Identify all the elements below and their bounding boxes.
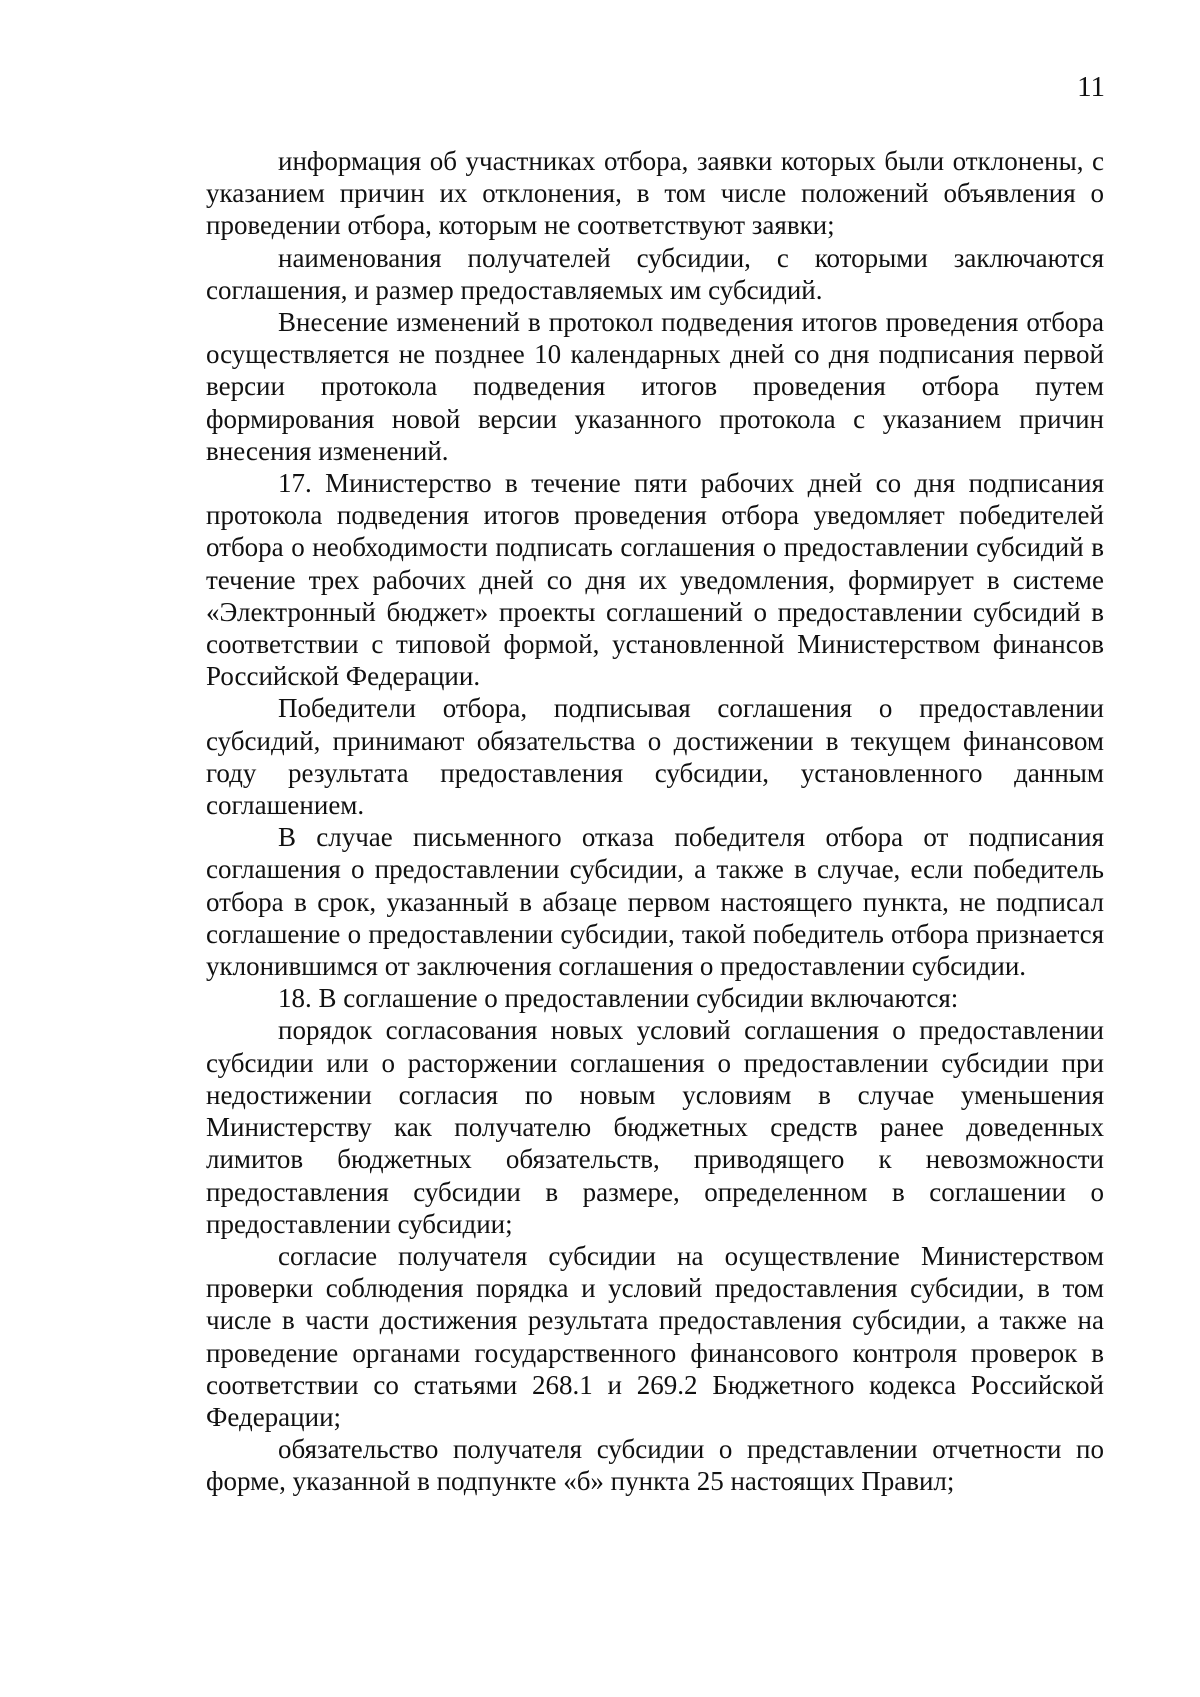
paragraph-new-conditions-procedure: порядок согласования новых условий соглашения о предоставлении субсидии или о расторжении соглашения о предоставлении субсидии при недостижении согласия по новым условиям в случае уменьшения Министерству как получателю бюджетных средств ранее доведенных лимитов бюджетных обязательств, приводящего к невозможности предоставления субсидии в размере, определенном в соглашении о предоставлении субсидии; (206, 1015, 1104, 1239)
paragraph-protocol-changes: Внесение изменений в протокол подведения итогов проведения отбора осуществляется не позднее 10 календарных дней со дня подписания первой версии протокола подведения итогов проведения отбора путем формирования новой версии указанного протокола с указанием причин внесения изменений. (206, 307, 1104, 466)
paragraph-recipient-consent: согласие получателя субсидии на осуществление Министерством проверки соблюдения порядка и условий предоставления субсидии, в том числе в части достижения результата предоставления субсидии, а также на проведение органами государственного финансового контроля проверок в соответствии со статьями 268.1 и 269.2 Бюджетного кодекса Российской Федерации; (206, 1240, 1104, 1432)
paragraph-winners-obligations: Победители отбора, подписывая соглашения о предоставлении субсидий, принимают обязательства о достижении в текущем финансовом году результата предоставления субсидии, установленного данным соглашением. (206, 693, 1104, 821)
document-body (206, 145, 1104, 1498)
paragraph-reporting-obligation: обязательство получателя субсидии о представлении отчетности по форме, указанной в подпункте «б» пункта 25 настоящих Правил; (206, 1434, 1104, 1497)
paragraph-clause-17: 17. Министерство в течение пяти рабочих дней со дня подписания протокола подведения итогов проведения отбора уведомляет победителей отбора о необходимости подписать соглашения о предоставлении субсидий в течение трех рабочих дней со дня их уведомления, формирует в системе «Электронный бюджет» проекты соглашений о предоставлении субсидий в соответствии с типовой формой, установленной Министерством финансов Российской Федерации. (206, 468, 1104, 692)
paragraph-clause-18: 18. В соглашение о предоставлении субсидии включаются: (278, 983, 959, 1014)
paragraph-recipient-names: наименования получателей субсидии, с которыми заключаются соглашения, и размер предоставляемых им субсидий. (206, 242, 1104, 305)
page-number: 11 (1077, 71, 1105, 103)
paragraph-refusal-case: В случае письменного отказа победителя отбора от подписания соглашения о предоставлении субсидии, а также в случае, если победитель отбора в срок, указанный в абзаце первом настоящего пункта, не подписал соглашение о предоставлении субсидии, такой победитель отбора признается уклонившимся от заключения соглашения о предоставлении субсидии. (206, 822, 1104, 982)
paragraph-rejected-participants-info: информация об участниках отбора, заявки которых были отклонены, с указанием причин их отклонения, в том числе положений объявления о проведении отбора, которым не соответствуют заявки; (206, 146, 1104, 241)
